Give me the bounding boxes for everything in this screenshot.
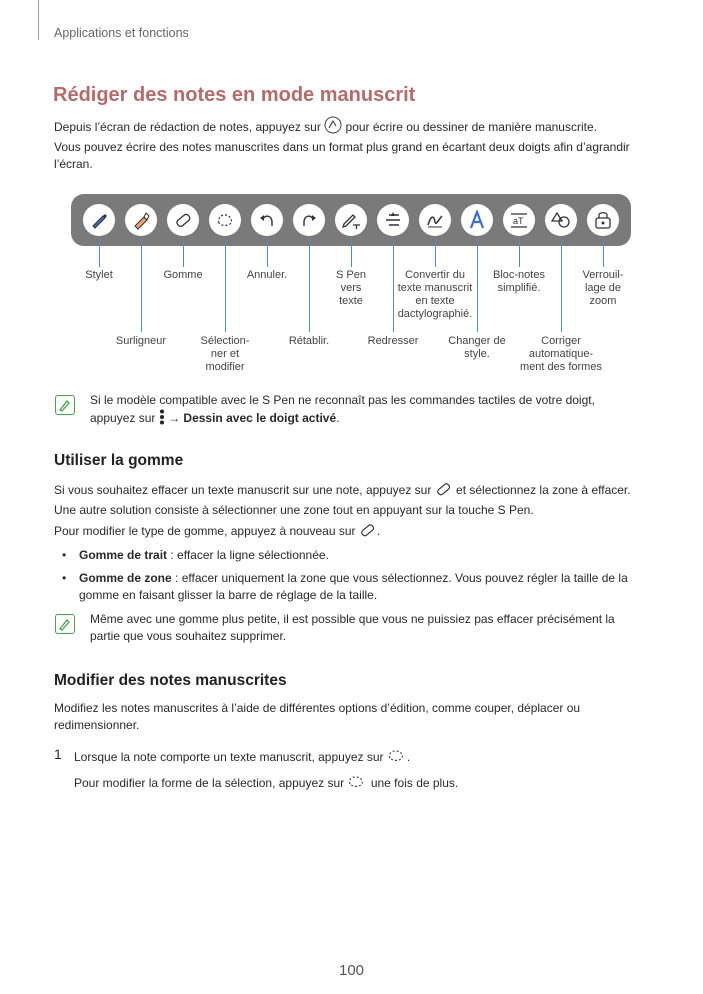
leader-bloc <box>519 238 520 267</box>
note-icon-2 <box>55 614 75 634</box>
section-header: Applications et fonctions <box>54 26 189 40</box>
bullet-gomme-zone: • Gomme de zone : effacer uniquement la zone que vous sélectionnez. Vous pouvez régler la taille de la gomme en faisant glisser la barre de réglage de la taille. <box>62 571 628 602</box>
leader-stylet <box>99 238 100 267</box>
pen-mode-icon <box>324 116 342 139</box>
label-corriger: Corriger automatique- ment des formes <box>520 335 602 373</box>
gomme-paragraph-1: Si vous souhaitez effacer un texte manuscrit sur une note, appuyez sur et sélectionnez la zone à effacer. Une autre solution consiste à sélectionner une zone tout en appuyant sur la touche S Pen. <box>54 483 631 517</box>
convert-to-text-icon[interactable] <box>419 204 451 236</box>
spen-to-text-icon[interactable] <box>335 204 367 236</box>
heading-gomme: Utiliser la gomme <box>54 452 184 469</box>
zoom-lock-icon[interactable] <box>587 204 619 236</box>
highlighter-tool-icon[interactable] <box>125 204 157 236</box>
label-stylet: Stylet <box>85 269 113 281</box>
label-convertir: Convertir du texte manuscrit en texte dactylographié. <box>397 269 473 320</box>
undo-icon[interactable] <box>251 204 283 236</box>
pen-tool-icon[interactable] <box>83 204 115 236</box>
gomme-bullets <box>62 547 672 604</box>
svg-text:aT: aT <box>513 216 524 226</box>
intro-paragraph-2: Vous pouvez écrire des notes manuscrites dans un format plus grand en écartant deux doigts afin d’agrandir l’écran. <box>54 140 630 171</box>
lasso-select-icon[interactable] <box>209 204 241 236</box>
more-options-icon <box>159 409 165 430</box>
redo-icon[interactable] <box>293 204 325 236</box>
auto-correct-shapes-icon[interactable] <box>545 204 577 236</box>
label-verrouillage: Verrouil- lage de zoom <box>582 269 624 307</box>
leader-convertir <box>435 238 436 267</box>
note-icon <box>55 395 75 415</box>
leader-annuler <box>267 238 268 267</box>
heading-modifier: Modifier des notes manuscrites <box>54 672 287 689</box>
eraser-icon-2 <box>359 522 377 543</box>
note-eraser-precision: Même avec une gomme plus petite, il est possible que vous ne puissiez pas effacer précisément la partie que vous souhaitez supprimer. <box>90 612 615 643</box>
leader-corriger <box>561 238 562 332</box>
leader-spen <box>351 238 352 267</box>
eraser-icon <box>435 481 453 502</box>
label-gomme: Gomme <box>163 269 203 281</box>
label-surligneur: Surligneur <box>115 335 167 347</box>
label-bloc-notes: Bloc-notes simplifié. <box>493 269 545 294</box>
leader-gomme <box>183 238 184 267</box>
label-changer-style: Changer de style. <box>448 335 506 360</box>
lasso-icon <box>387 748 407 769</box>
header-rule <box>38 0 39 40</box>
step-1-text: Lorsque la note comporte un texte manuscrit, appuyez sur . Pour modifier la forme de la sélection, appuyez sur une fois de plus. <box>74 748 674 795</box>
page-title: Rédiger des notes en mode manuscrit <box>53 84 416 106</box>
label-spen-to-text: S Pen vers texte <box>336 269 366 307</box>
label-annuler: Annuler. <box>246 269 288 281</box>
page-number: 100 <box>338 962 365 979</box>
leader-retablir <box>309 238 310 332</box>
change-style-icon[interactable] <box>461 204 493 236</box>
modifier-paragraph: Modifiez les notes manuscrites à l’aide de différentes options d’édition, comme couper, déplacer ou redimensionner. <box>54 701 581 732</box>
eraser-tool-icon[interactable] <box>167 204 199 236</box>
leader-selection <box>225 238 226 332</box>
straighten-icon[interactable] <box>377 204 409 236</box>
label-selection: Sélection- ner et modifier <box>200 335 250 373</box>
leader-surligneur <box>141 238 142 332</box>
step-number: 1 <box>54 746 62 762</box>
leader-verrou <box>603 238 604 267</box>
simplified-notepad-icon[interactable] <box>503 204 535 236</box>
lasso-icon-2 <box>347 774 367 795</box>
label-retablir: Rétablir. <box>288 335 330 347</box>
bullet-gomme-trait: • Gomme de trait : effacer la ligne sélectionnée. <box>62 548 329 562</box>
note-finger-drawing: Si le modèle compatible avec le S Pen ne reconnaît pas les commandes tactiles de votre doigt, appuyez sur → Dessin avec le doigt activé. <box>90 392 680 430</box>
intro-paragraph-1: Depuis l’écran de rédaction de notes, appuyez sur pour écrire ou dessiner de manière manuscrite. <box>54 116 597 139</box>
label-redresser: Redresser <box>367 335 419 347</box>
gomme-paragraph-2: Pour modifier le type de gomme, appuyez à nouveau sur . <box>54 522 380 543</box>
